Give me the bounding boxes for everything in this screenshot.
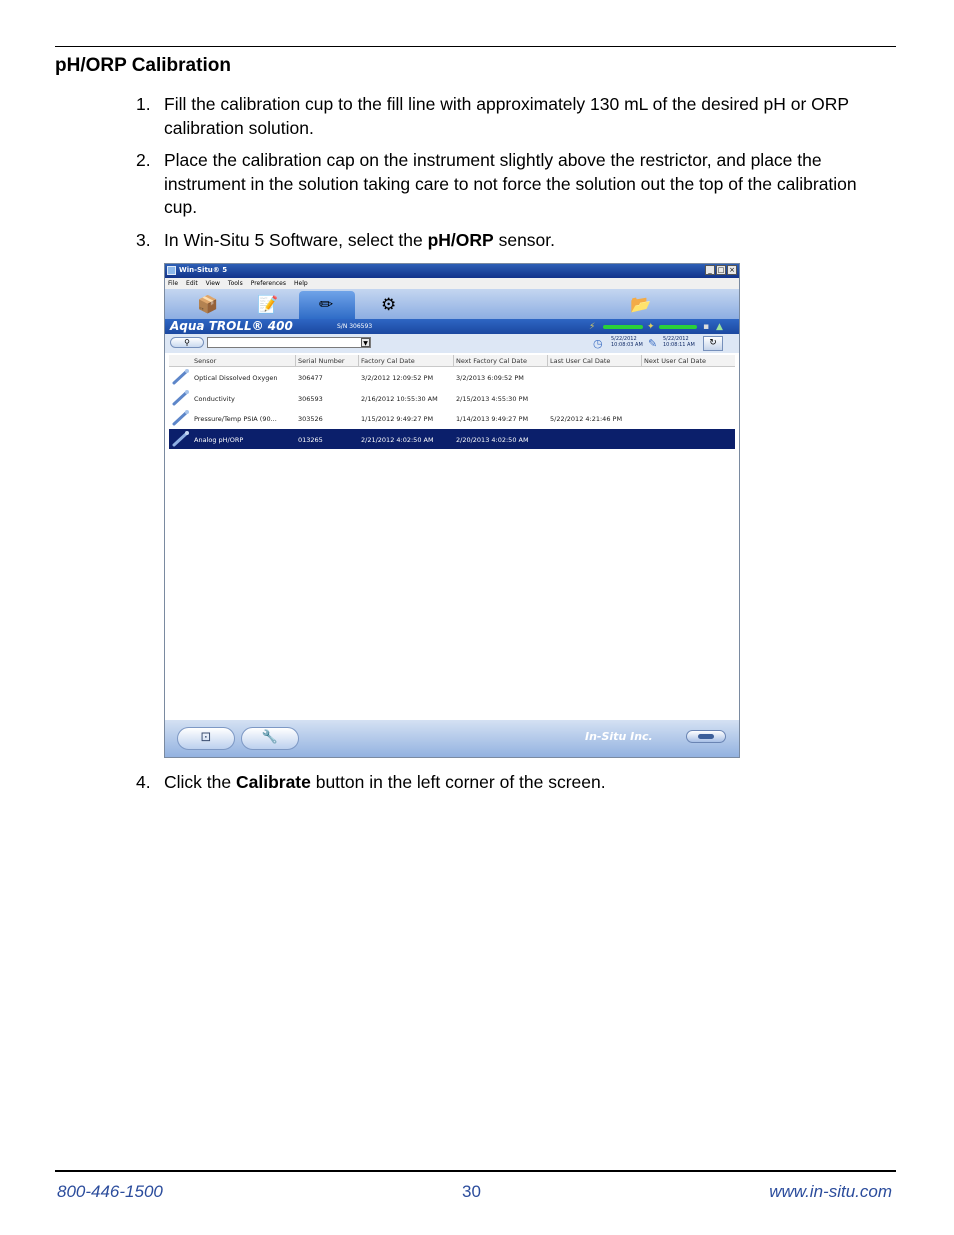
table-row-selected[interactable] [169,429,735,450]
page-number: 30 [462,1182,481,1201]
step-number: 4. [136,772,151,792]
trash-icon[interactable]: ▪ [703,322,710,332]
folder-icon: 📂 [630,295,652,315]
cell-sensor: Conductivity [194,394,235,403]
dropdown-arrow[interactable]: ▼ [361,338,370,347]
probe-icon [172,410,190,426]
serial-number: S/N 306593 [337,323,373,330]
settings-button[interactable] [241,727,299,750]
step-text [164,771,864,795]
close-button[interactable]: × [727,265,737,275]
step-text-pre: Click the [164,772,236,792]
search-row [165,334,739,353]
sensors-icon: ✏ [319,295,334,315]
cell-next-factory-cal: 2/15/2013 4:55:30 PM [456,394,529,403]
footer-url[interactable]: www.in-situ.com [769,1182,892,1201]
device-header [165,319,739,334]
cell-next-factory-cal: 3/2/2013 6:09:52 PM [456,374,524,382]
menu-tools[interactable]: Tools [227,280,243,287]
col-next-user-cal[interactable]: Next User Cal Date [644,357,707,365]
pc-clock: 10:08:03 AM [611,342,643,348]
header-rule [55,46,896,47]
table-row[interactable] [169,388,735,409]
tab-calibration[interactable] [361,291,417,319]
wrench-icon: 🔧 [261,730,279,745]
step-number: 1. [136,94,151,114]
cell-sensor: Pressure/Temp PSIA (90... [194,415,277,423]
cell-serial: 306477 [298,374,323,382]
sensor-table [169,355,735,449]
cell-next-factory-cal: 1/14/2013 9:49:27 PM [456,415,529,423]
notepad-icon: 📝 [257,295,279,315]
cell-factory-cal: 3/2/2012 12:09:52 PM [361,374,434,382]
instrument-icon: ✎ [648,337,658,350]
cell-factory-cal: 2/16/2012 10:55:30 AM [361,394,438,403]
minimize-button[interactable]: _ [705,265,715,275]
cell-sensor: Optical Dissolved Oxygen [194,374,278,382]
section-title: pH/ORP Calibration [55,55,231,76]
cell-serial: 306593 [298,394,323,403]
search-icon: ⚲ [184,338,190,347]
tab-home[interactable] [177,291,233,319]
col-sensor[interactable]: Sensor [194,357,217,365]
sync-icon: ↻ [709,338,717,348]
menu-help[interactable]: Help [294,280,308,287]
step-text [164,229,864,253]
cell-factory-cal: 2/21/2012 4:02:50 AM [361,435,434,444]
window-title: Win-Situ® 5 [179,266,228,274]
connection-icon: ▲ [716,322,723,332]
cell-factory-cal: 1/15/2012 9:49:27 PM [361,415,434,423]
table-row[interactable] [169,367,735,388]
step-number: 3. [136,230,151,250]
step-number: 2. [136,150,151,170]
col-factory-cal[interactable]: Factory Cal Date [361,357,415,365]
table-row[interactable] [169,408,735,429]
calibration-icon: ⚙ [381,295,397,315]
probe-icon [172,369,190,385]
window-titlebar [165,264,739,278]
cell-serial: 013265 [298,435,323,444]
footer-rule [55,1170,896,1172]
control-pill[interactable] [686,730,726,743]
probe-icon [172,431,190,447]
pc-time [611,336,643,348]
search-button[interactable] [170,337,204,348]
col-last-user-cal[interactable]: Last User Cal Date [550,357,611,365]
memory-level [659,325,697,329]
pc-date: 5/22/2012 [611,336,637,342]
window-controls [705,265,737,275]
step-text-bold: Calibrate [235,772,311,792]
sync-button[interactable] [703,336,723,351]
win-situ-screenshot [164,263,740,758]
bottom-bar [165,720,739,757]
maximize-button[interactable]: □ [717,266,725,274]
tab-sensors[interactable] [299,291,355,319]
table-header [169,355,735,367]
step-text: Fill the calibration cup to the fill line with approximately 130 mL of the desired pH or ORP calibration solution. [164,94,849,138]
tab-data[interactable] [610,291,666,319]
cell-serial: 303526 [298,415,323,423]
cell-last-user-cal: 5/22/2012 4:21:46 PM [550,415,623,423]
tab-logging[interactable] [237,291,293,319]
probe-icon [172,390,190,406]
brand-logo: In-Situ Inc. [585,730,653,743]
step-text-bold: pH/ORP [427,230,494,250]
cell-next-factory-cal: 2/20/2013 4:02:50 AM [456,435,529,444]
calibrate-icon: ⊡ [200,730,212,745]
step-text-pre: In Win-Situ 5 Software, select the [164,230,428,250]
device-date: 5/22/2012 [663,336,689,342]
calibrate-button[interactable] [177,727,235,750]
col-next-factory-cal[interactable]: Next Factory Cal Date [456,357,527,365]
menu-bar [165,278,739,289]
memory-icon: ✦ [647,322,655,332]
menu-edit[interactable]: Edit [186,280,198,287]
clock-icon: ◷ [593,337,603,350]
app-icon [167,266,176,275]
col-serial[interactable]: Serial Number [298,357,345,365]
cell-sensor: Analog pH/ORP [194,435,244,444]
battery-icon: ⚡ [589,322,596,332]
menu-preferences[interactable]: Preferences [250,280,286,287]
footer-phone: 800-446-1500 [57,1182,163,1201]
step-text-post: sensor. [493,230,556,250]
home-icon: 📦 [197,295,219,315]
menu-file[interactable]: File [168,280,179,287]
search-input[interactable] [207,337,371,348]
step-text: Place the calibration cap on the instrument slightly above the restrictor, and place the instrument in the solution taking care to not force the solution out the top of the calibration cup. [164,150,857,217]
menu-view[interactable]: View [205,280,220,287]
main-toolbar [165,289,739,319]
device-time [663,336,695,348]
battery-level [603,325,643,329]
device-model: Aqua TROLL® 400 [170,319,293,333]
step-text-post: button in the left corner of the screen. [310,772,606,792]
device-clock: 10:08:11 AM [663,342,695,348]
